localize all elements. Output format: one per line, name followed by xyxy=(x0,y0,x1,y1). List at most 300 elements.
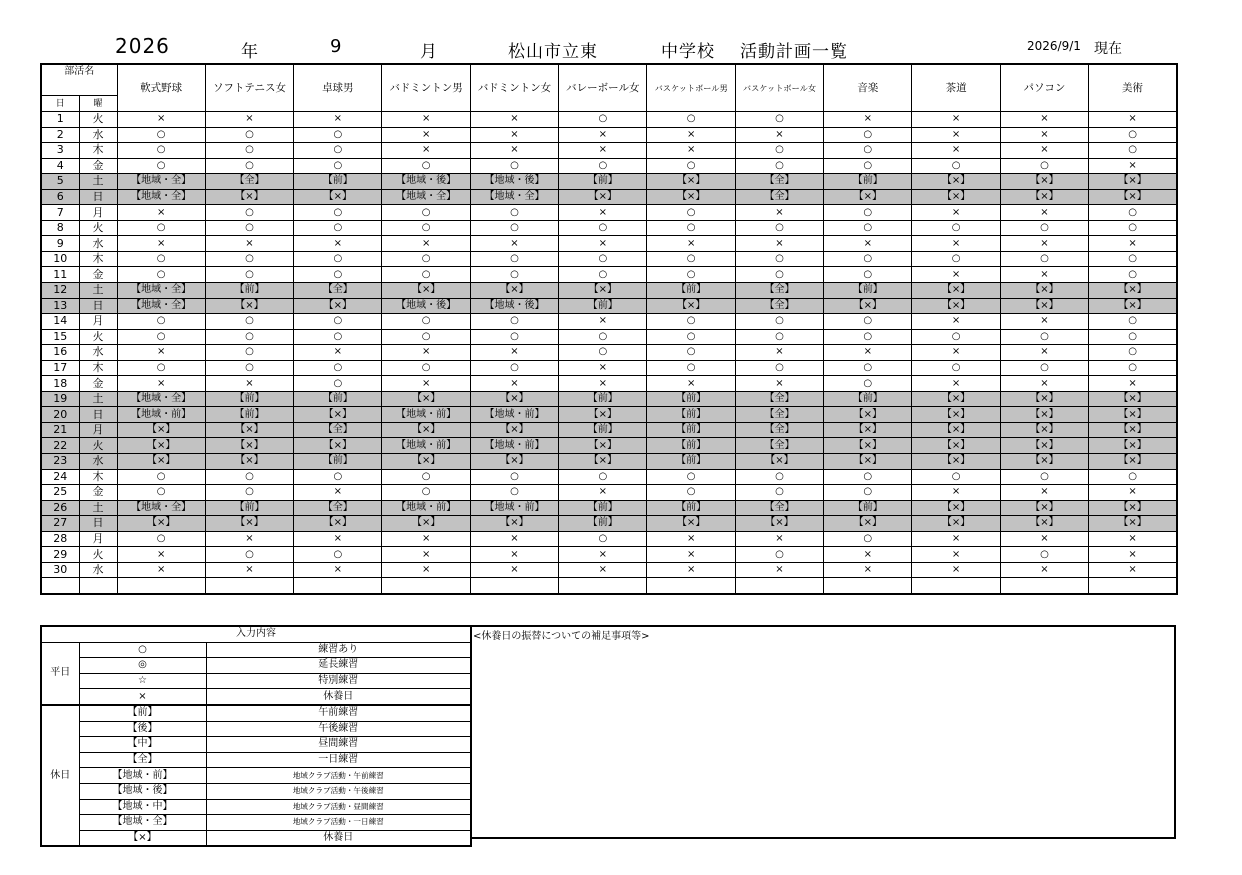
schedule-cell[interactable]: ○ xyxy=(647,314,735,330)
schedule-cell[interactable]: × xyxy=(470,376,558,392)
schedule-cell[interactable]: × xyxy=(470,345,558,361)
schedule-cell[interactable]: 【×】 xyxy=(1000,422,1088,438)
schedule-cell[interactable]: ○ xyxy=(647,205,735,221)
schedule-cell[interactable]: × xyxy=(647,547,735,563)
schedule-cell[interactable]: 【×】 xyxy=(470,516,558,532)
schedule-cell[interactable]: × xyxy=(559,485,647,501)
schedule-cell[interactable]: ○ xyxy=(559,112,647,128)
schedule-cell[interactable]: × xyxy=(294,485,382,501)
schedule-cell[interactable] xyxy=(205,578,293,594)
schedule-cell[interactable]: 【前】 xyxy=(294,454,382,470)
schedule-cell[interactable]: × xyxy=(647,236,735,252)
schedule-cell[interactable]: 【×】 xyxy=(470,283,558,299)
schedule-cell[interactable]: × xyxy=(647,531,735,547)
schedule-cell[interactable]: ○ xyxy=(912,329,1000,345)
schedule-cell[interactable]: ○ xyxy=(294,143,382,159)
schedule-cell[interactable]: × xyxy=(1000,531,1088,547)
schedule-cell[interactable]: ○ xyxy=(735,547,823,563)
schedule-cell[interactable]: 【全】 xyxy=(294,283,382,299)
schedule-cell[interactable]: ○ xyxy=(205,314,293,330)
schedule-cell[interactable]: 【全】 xyxy=(735,500,823,516)
schedule-cell[interactable]: × xyxy=(1000,143,1088,159)
schedule-cell[interactable]: ○ xyxy=(470,220,558,236)
schedule-cell[interactable]: ○ xyxy=(647,360,735,376)
schedule-cell[interactable] xyxy=(912,578,1000,594)
schedule-cell[interactable]: 【全】 xyxy=(735,422,823,438)
schedule-cell[interactable]: × xyxy=(647,562,735,578)
schedule-cell[interactable]: ○ xyxy=(294,251,382,267)
schedule-cell[interactable]: × xyxy=(735,531,823,547)
schedule-cell[interactable]: × xyxy=(647,127,735,143)
schedule-cell[interactable]: 【×】 xyxy=(647,174,735,190)
schedule-cell[interactable]: 【×】 xyxy=(382,283,470,299)
schedule-cell[interactable]: ○ xyxy=(1089,329,1177,345)
schedule-cell[interactable]: ○ xyxy=(824,485,912,501)
schedule-cell[interactable]: × xyxy=(1089,158,1177,174)
schedule-cell[interactable]: × xyxy=(382,531,470,547)
schedule-cell[interactable]: 【前】 xyxy=(647,391,735,407)
schedule-cell[interactable]: ○ xyxy=(559,531,647,547)
schedule-cell[interactable]: × xyxy=(559,314,647,330)
schedule-cell[interactable]: ○ xyxy=(205,547,293,563)
schedule-cell[interactable]: × xyxy=(912,236,1000,252)
schedule-cell[interactable]: ○ xyxy=(824,314,912,330)
schedule-cell[interactable]: × xyxy=(912,127,1000,143)
schedule-cell[interactable]: × xyxy=(117,562,205,578)
schedule-cell[interactable]: 【地域・全】 xyxy=(382,189,470,205)
schedule-cell[interactable]: 【×】 xyxy=(294,298,382,314)
schedule-cell[interactable]: ○ xyxy=(1000,469,1088,485)
schedule-cell[interactable]: ○ xyxy=(205,267,293,283)
schedule-cell[interactable]: ○ xyxy=(1000,360,1088,376)
schedule-cell[interactable]: 【地域・前】 xyxy=(117,407,205,423)
schedule-cell[interactable]: ○ xyxy=(559,158,647,174)
schedule-cell[interactable]: 【前】 xyxy=(647,422,735,438)
schedule-cell[interactable]: ○ xyxy=(205,345,293,361)
schedule-cell[interactable]: × xyxy=(205,562,293,578)
schedule-cell[interactable]: ○ xyxy=(1000,329,1088,345)
schedule-cell[interactable]: ○ xyxy=(735,143,823,159)
schedule-cell[interactable]: × xyxy=(1089,485,1177,501)
schedule-cell[interactable]: × xyxy=(559,143,647,159)
schedule-cell[interactable]: ○ xyxy=(205,205,293,221)
schedule-cell[interactable]: × xyxy=(470,143,558,159)
schedule-cell[interactable]: × xyxy=(912,112,1000,128)
schedule-cell[interactable]: × xyxy=(912,531,1000,547)
schedule-cell[interactable]: 【地域・後】 xyxy=(382,174,470,190)
schedule-cell[interactable]: × xyxy=(1089,547,1177,563)
schedule-cell[interactable]: 【前】 xyxy=(647,407,735,423)
schedule-cell[interactable]: × xyxy=(735,205,823,221)
schedule-cell[interactable]: × xyxy=(294,562,382,578)
schedule-cell[interactable]: ○ xyxy=(205,485,293,501)
schedule-cell[interactable]: 【×】 xyxy=(205,422,293,438)
schedule-cell[interactable]: 【前】 xyxy=(205,283,293,299)
schedule-cell[interactable] xyxy=(1089,578,1177,594)
schedule-cell[interactable]: × xyxy=(1000,376,1088,392)
schedule-cell[interactable]: × xyxy=(559,562,647,578)
schedule-cell[interactable]: 【×】 xyxy=(824,516,912,532)
schedule-cell[interactable]: ○ xyxy=(1000,547,1088,563)
schedule-cell[interactable]: × xyxy=(1089,376,1177,392)
schedule-cell[interactable]: ○ xyxy=(117,143,205,159)
schedule-cell[interactable]: ○ xyxy=(117,220,205,236)
schedule-cell[interactable]: ○ xyxy=(559,329,647,345)
schedule-cell[interactable]: 【×】 xyxy=(1000,438,1088,454)
schedule-cell[interactable]: ○ xyxy=(294,469,382,485)
schedule-cell[interactable]: ○ xyxy=(824,158,912,174)
schedule-cell[interactable]: ○ xyxy=(647,345,735,361)
schedule-cell[interactable]: × xyxy=(824,547,912,563)
schedule-cell[interactable]: 【×】 xyxy=(1000,189,1088,205)
schedule-cell[interactable]: × xyxy=(559,236,647,252)
schedule-cell[interactable]: × xyxy=(1000,345,1088,361)
schedule-cell[interactable]: 【×】 xyxy=(470,454,558,470)
schedule-cell[interactable]: 【×】 xyxy=(1000,283,1088,299)
schedule-cell[interactable]: 【×】 xyxy=(1000,407,1088,423)
schedule-cell[interactable]: 【×】 xyxy=(824,189,912,205)
schedule-cell[interactable]: ○ xyxy=(294,158,382,174)
schedule-cell[interactable]: 【×】 xyxy=(912,391,1000,407)
schedule-cell[interactable]: × xyxy=(559,127,647,143)
schedule-cell[interactable]: × xyxy=(470,547,558,563)
schedule-cell[interactable]: 【全】 xyxy=(205,174,293,190)
schedule-cell[interactable]: ○ xyxy=(1000,220,1088,236)
schedule-cell[interactable] xyxy=(647,578,735,594)
schedule-cell[interactable]: 【前】 xyxy=(647,500,735,516)
schedule-cell[interactable]: 【×】 xyxy=(912,283,1000,299)
schedule-cell[interactable]: 【地域・全】 xyxy=(117,391,205,407)
schedule-cell[interactable]: 【×】 xyxy=(382,516,470,532)
schedule-cell[interactable]: 【×】 xyxy=(1000,500,1088,516)
schedule-cell[interactable]: ○ xyxy=(824,143,912,159)
schedule-cell[interactable]: × xyxy=(294,112,382,128)
schedule-cell[interactable]: 【前】 xyxy=(559,516,647,532)
schedule-cell[interactable]: 【地域・全】 xyxy=(117,174,205,190)
schedule-cell[interactable]: ○ xyxy=(824,469,912,485)
schedule-cell[interactable]: ○ xyxy=(1089,220,1177,236)
schedule-cell[interactable]: 【×】 xyxy=(205,438,293,454)
schedule-cell[interactable]: 【×】 xyxy=(559,283,647,299)
schedule-cell[interactable]: 【前】 xyxy=(647,283,735,299)
schedule-cell[interactable]: ○ xyxy=(294,360,382,376)
schedule-cell[interactable]: 【×】 xyxy=(647,298,735,314)
schedule-cell[interactable]: ○ xyxy=(205,158,293,174)
schedule-cell[interactable]: ○ xyxy=(294,205,382,221)
schedule-cell[interactable]: × xyxy=(559,205,647,221)
schedule-cell[interactable]: ○ xyxy=(117,314,205,330)
schedule-cell[interactable]: × xyxy=(735,376,823,392)
schedule-cell[interactable]: × xyxy=(205,376,293,392)
schedule-cell[interactable]: × xyxy=(1089,236,1177,252)
schedule-cell[interactable]: × xyxy=(647,376,735,392)
schedule-cell[interactable]: 【前】 xyxy=(559,422,647,438)
schedule-cell[interactable]: 【×】 xyxy=(205,454,293,470)
schedule-cell[interactable]: 【×】 xyxy=(1089,189,1177,205)
schedule-cell[interactable]: × xyxy=(912,345,1000,361)
schedule-cell[interactable]: 【全】 xyxy=(735,174,823,190)
schedule-cell[interactable]: × xyxy=(382,547,470,563)
schedule-cell[interactable]: 【×】 xyxy=(1000,454,1088,470)
schedule-cell[interactable]: ○ xyxy=(824,205,912,221)
schedule-cell[interactable]: 【×】 xyxy=(117,438,205,454)
schedule-cell[interactable]: 【×】 xyxy=(205,298,293,314)
schedule-cell[interactable]: × xyxy=(1000,485,1088,501)
schedule-cell[interactable]: ○ xyxy=(117,127,205,143)
schedule-cell[interactable]: ○ xyxy=(470,158,558,174)
schedule-cell[interactable]: ○ xyxy=(205,329,293,345)
schedule-cell[interactable]: ○ xyxy=(559,267,647,283)
schedule-cell[interactable]: 【地域・全】 xyxy=(117,283,205,299)
schedule-cell[interactable]: × xyxy=(470,531,558,547)
schedule-cell[interactable]: ○ xyxy=(117,267,205,283)
schedule-cell[interactable]: × xyxy=(1000,236,1088,252)
schedule-cell[interactable]: 【×】 xyxy=(117,454,205,470)
schedule-cell[interactable] xyxy=(559,578,647,594)
schedule-cell[interactable]: 【×】 xyxy=(382,391,470,407)
schedule-cell[interactable]: 【×】 xyxy=(824,422,912,438)
schedule-cell[interactable]: ○ xyxy=(205,251,293,267)
schedule-cell[interactable]: ○ xyxy=(294,314,382,330)
schedule-cell[interactable]: 【×】 xyxy=(1000,174,1088,190)
schedule-cell[interactable]: ○ xyxy=(205,360,293,376)
schedule-cell[interactable]: × xyxy=(912,205,1000,221)
schedule-cell[interactable]: 【全】 xyxy=(294,500,382,516)
schedule-cell[interactable]: ○ xyxy=(735,267,823,283)
schedule-cell[interactable]: × xyxy=(382,345,470,361)
schedule-cell[interactable]: ○ xyxy=(470,329,558,345)
schedule-cell[interactable]: ○ xyxy=(824,329,912,345)
schedule-cell[interactable]: 【前】 xyxy=(559,391,647,407)
schedule-cell[interactable]: 【前】 xyxy=(824,391,912,407)
schedule-cell[interactable]: 【地域・全】 xyxy=(117,298,205,314)
schedule-cell[interactable]: 【地域・後】 xyxy=(470,174,558,190)
schedule-cell[interactable]: × xyxy=(912,485,1000,501)
schedule-cell[interactable]: ○ xyxy=(470,360,558,376)
schedule-cell[interactable]: × xyxy=(912,562,1000,578)
schedule-cell[interactable]: ○ xyxy=(470,205,558,221)
schedule-cell[interactable]: 【地域・前】 xyxy=(382,500,470,516)
schedule-cell[interactable]: 【全】 xyxy=(735,407,823,423)
schedule-cell[interactable]: × xyxy=(205,112,293,128)
schedule-cell[interactable]: 【×】 xyxy=(294,516,382,532)
schedule-cell[interactable]: ○ xyxy=(912,251,1000,267)
schedule-cell[interactable]: ○ xyxy=(824,127,912,143)
schedule-cell[interactable]: ○ xyxy=(117,251,205,267)
schedule-cell[interactable]: ○ xyxy=(294,329,382,345)
schedule-cell[interactable]: ○ xyxy=(735,314,823,330)
schedule-cell[interactable]: 【×】 xyxy=(824,407,912,423)
schedule-cell[interactable]: ○ xyxy=(1089,205,1177,221)
schedule-cell[interactable]: ○ xyxy=(735,251,823,267)
schedule-cell[interactable]: 【前】 xyxy=(647,438,735,454)
schedule-cell[interactable]: 【×】 xyxy=(294,189,382,205)
schedule-cell[interactable]: 【×】 xyxy=(1089,422,1177,438)
schedule-cell[interactable]: × xyxy=(117,112,205,128)
schedule-cell[interactable]: ○ xyxy=(559,345,647,361)
schedule-cell[interactable]: × xyxy=(470,112,558,128)
schedule-cell[interactable]: 【×】 xyxy=(1000,298,1088,314)
schedule-cell[interactable]: × xyxy=(382,236,470,252)
schedule-cell[interactable]: 【地域・前】 xyxy=(382,438,470,454)
schedule-cell[interactable]: ○ xyxy=(647,112,735,128)
schedule-cell[interactable]: × xyxy=(117,236,205,252)
schedule-cell[interactable]: ○ xyxy=(294,547,382,563)
schedule-cell[interactable]: ○ xyxy=(205,220,293,236)
schedule-cell[interactable]: ○ xyxy=(117,360,205,376)
schedule-cell[interactable]: 【×】 xyxy=(1089,407,1177,423)
schedule-cell[interactable]: ○ xyxy=(559,469,647,485)
schedule-cell[interactable]: 【前】 xyxy=(205,407,293,423)
schedule-cell[interactable]: × xyxy=(1089,562,1177,578)
schedule-cell[interactable]: ○ xyxy=(1089,360,1177,376)
schedule-cell[interactable]: 【×】 xyxy=(735,516,823,532)
schedule-cell[interactable]: 【全】 xyxy=(294,422,382,438)
schedule-cell[interactable]: ○ xyxy=(647,251,735,267)
schedule-cell[interactable]: × xyxy=(117,205,205,221)
schedule-cell[interactable]: ○ xyxy=(912,158,1000,174)
schedule-cell[interactable]: ○ xyxy=(117,485,205,501)
schedule-cell[interactable]: × xyxy=(294,236,382,252)
schedule-cell[interactable]: × xyxy=(1000,127,1088,143)
schedule-cell[interactable]: ○ xyxy=(1089,251,1177,267)
schedule-cell[interactable]: ○ xyxy=(647,267,735,283)
schedule-cell[interactable]: ○ xyxy=(1089,469,1177,485)
schedule-cell[interactable]: ○ xyxy=(470,314,558,330)
schedule-cell[interactable]: ○ xyxy=(294,376,382,392)
schedule-cell[interactable]: ○ xyxy=(824,251,912,267)
schedule-cell[interactable]: × xyxy=(912,143,1000,159)
schedule-cell[interactable]: × xyxy=(382,562,470,578)
schedule-cell[interactable]: ○ xyxy=(824,360,912,376)
notes-box[interactable] xyxy=(470,625,1176,839)
schedule-cell[interactable]: × xyxy=(205,531,293,547)
schedule-cell[interactable]: × xyxy=(735,562,823,578)
schedule-cell[interactable]: 【×】 xyxy=(912,438,1000,454)
schedule-cell[interactable]: ○ xyxy=(294,220,382,236)
schedule-cell[interactable]: ○ xyxy=(735,220,823,236)
schedule-cell[interactable]: ○ xyxy=(382,314,470,330)
schedule-cell[interactable] xyxy=(824,578,912,594)
schedule-cell[interactable]: 【全】 xyxy=(735,298,823,314)
schedule-cell[interactable]: 【×】 xyxy=(912,174,1000,190)
schedule-cell[interactable]: × xyxy=(824,236,912,252)
schedule-cell[interactable]: × xyxy=(117,345,205,361)
schedule-cell[interactable]: × xyxy=(1089,112,1177,128)
schedule-cell[interactable]: 【前】 xyxy=(205,500,293,516)
schedule-cell[interactable]: 【×】 xyxy=(1000,391,1088,407)
schedule-cell[interactable]: ○ xyxy=(205,127,293,143)
schedule-cell[interactable]: 【×】 xyxy=(1089,391,1177,407)
schedule-cell[interactable]: 【×】 xyxy=(117,516,205,532)
schedule-cell[interactable]: 【×】 xyxy=(912,298,1000,314)
schedule-cell[interactable]: 【×】 xyxy=(470,391,558,407)
schedule-cell[interactable]: 【地域・前】 xyxy=(470,407,558,423)
schedule-cell[interactable]: ○ xyxy=(559,220,647,236)
schedule-cell[interactable]: 【×】 xyxy=(559,438,647,454)
schedule-cell[interactable]: ○ xyxy=(824,220,912,236)
schedule-cell[interactable]: 【前】 xyxy=(205,391,293,407)
schedule-cell[interactable] xyxy=(735,578,823,594)
schedule-cell[interactable] xyxy=(382,578,470,594)
schedule-cell[interactable]: 【前】 xyxy=(294,174,382,190)
schedule-cell[interactable]: × xyxy=(1089,531,1177,547)
schedule-cell[interactable]: × xyxy=(117,547,205,563)
schedule-cell[interactable]: ○ xyxy=(912,220,1000,236)
schedule-cell[interactable]: × xyxy=(470,236,558,252)
schedule-cell[interactable]: ○ xyxy=(1089,143,1177,159)
schedule-cell[interactable]: × xyxy=(117,376,205,392)
schedule-cell[interactable]: × xyxy=(470,127,558,143)
schedule-cell[interactable]: ○ xyxy=(735,329,823,345)
schedule-cell[interactable]: × xyxy=(382,112,470,128)
schedule-cell[interactable]: ○ xyxy=(117,531,205,547)
schedule-cell[interactable]: 【×】 xyxy=(294,438,382,454)
schedule-cell[interactable]: 【×】 xyxy=(1089,454,1177,470)
schedule-cell[interactable]: 【前】 xyxy=(824,283,912,299)
schedule-cell[interactable]: 【×】 xyxy=(1089,174,1177,190)
schedule-cell[interactable] xyxy=(117,578,205,594)
schedule-cell[interactable]: 【×】 xyxy=(559,407,647,423)
schedule-cell[interactable]: 【×】 xyxy=(1000,516,1088,532)
schedule-cell[interactable]: ○ xyxy=(382,251,470,267)
schedule-cell[interactable]: 【地域・前】 xyxy=(470,500,558,516)
schedule-cell[interactable]: ○ xyxy=(559,251,647,267)
schedule-cell[interactable]: ○ xyxy=(205,469,293,485)
schedule-cell[interactable]: ○ xyxy=(382,329,470,345)
schedule-cell[interactable]: × xyxy=(559,360,647,376)
schedule-cell[interactable]: ○ xyxy=(735,469,823,485)
schedule-cell[interactable]: × xyxy=(824,345,912,361)
schedule-cell[interactable]: × xyxy=(382,143,470,159)
schedule-cell[interactable]: ○ xyxy=(1089,267,1177,283)
schedule-cell[interactable]: ○ xyxy=(735,360,823,376)
schedule-cell[interactable]: ○ xyxy=(647,469,735,485)
schedule-cell[interactable]: 【×】 xyxy=(205,189,293,205)
schedule-cell[interactable]: 【×】 xyxy=(647,189,735,205)
schedule-cell[interactable]: × xyxy=(1000,314,1088,330)
schedule-cell[interactable]: ○ xyxy=(647,485,735,501)
schedule-cell[interactable]: 【前】 xyxy=(824,500,912,516)
schedule-cell[interactable]: 【前】 xyxy=(559,500,647,516)
schedule-cell[interactable]: 【×】 xyxy=(735,454,823,470)
schedule-cell[interactable]: 【×】 xyxy=(912,500,1000,516)
schedule-cell[interactable]: ○ xyxy=(294,267,382,283)
schedule-cell[interactable]: 【×】 xyxy=(1089,500,1177,516)
schedule-cell[interactable]: ○ xyxy=(117,469,205,485)
schedule-cell[interactable]: 【地域・全】 xyxy=(117,189,205,205)
schedule-cell[interactable]: 【×】 xyxy=(824,298,912,314)
schedule-cell[interactable]: × xyxy=(470,562,558,578)
schedule-cell[interactable]: 【前】 xyxy=(294,391,382,407)
schedule-cell[interactable]: 【前】 xyxy=(824,174,912,190)
schedule-cell[interactable]: × xyxy=(559,547,647,563)
schedule-cell[interactable]: 【全】 xyxy=(735,189,823,205)
schedule-cell[interactable]: ○ xyxy=(117,329,205,345)
schedule-cell[interactable]: 【地域・前】 xyxy=(382,407,470,423)
schedule-cell[interactable]: × xyxy=(912,267,1000,283)
schedule-cell[interactable]: ○ xyxy=(205,143,293,159)
schedule-cell[interactable]: × xyxy=(735,127,823,143)
schedule-cell[interactable]: ○ xyxy=(382,205,470,221)
schedule-cell[interactable]: 【地域・全】 xyxy=(117,500,205,516)
schedule-cell[interactable]: ○ xyxy=(117,158,205,174)
schedule-cell[interactable]: × xyxy=(294,345,382,361)
schedule-cell[interactable]: 【地域・全】 xyxy=(470,189,558,205)
schedule-cell[interactable]: × xyxy=(559,376,647,392)
schedule-cell[interactable]: ○ xyxy=(735,158,823,174)
schedule-cell[interactable]: ○ xyxy=(470,485,558,501)
